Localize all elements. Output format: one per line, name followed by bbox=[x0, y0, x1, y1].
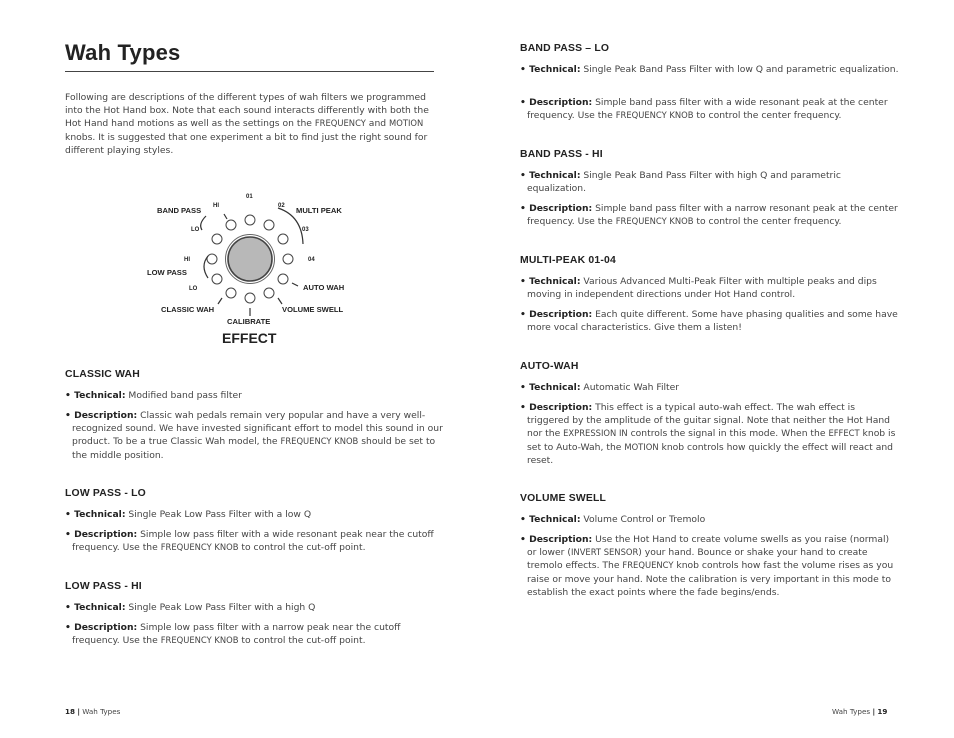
position-circle bbox=[283, 254, 293, 264]
classic-wah-description: • Description: Classic wah pedals remain very popular and have a very well-recognized sound. We have invested significant effort to model this sound in our product. To be a true Classic Wah model, the FREQUENCY KNOB should be set to the middle position. bbox=[65, 410, 443, 461]
dial-label-hi-top: HI bbox=[213, 203, 219, 209]
position-circle bbox=[226, 220, 236, 230]
dial-label-low-pass: LOW PASS bbox=[147, 268, 187, 277]
auto-wah-description: • Description: This effect is a typical auto-wah effect. The wah effect is triggered by the amplitude of the guitar signal. Note that neither the Hot Hand nor the EXPRESSION IN controls the signal in this mode. When the EFFECT knob is set to Auto-Wah, the MOTION knob controls how quickly the effect will react and reset. bbox=[520, 402, 896, 466]
dial-label-multi-peak: MULTI PEAK bbox=[296, 206, 342, 215]
low-pass-lo-description: • Description: Simple low pass filter with a wide resonant peak near the cutoff frequency. Use the FREQUENCY KNOB to control the cut-off point. bbox=[65, 529, 434, 554]
section-title-classic-wah: CLASSIC WAH bbox=[65, 369, 140, 380]
section-title-band-pass-lo: BAND PASS – LO bbox=[520, 43, 610, 54]
section-title-multi-peak: MULTI-PEAK 01-04 bbox=[520, 255, 616, 266]
position-circle bbox=[278, 274, 288, 284]
position-circle bbox=[226, 288, 236, 298]
dial-label-01: 01 bbox=[246, 194, 253, 200]
multi-peak-description: • Description: Each quite different. Some have phasing qualities and some have more vocal characteristics. Give them a listen! bbox=[520, 309, 898, 334]
effect-label: EFFECT bbox=[222, 330, 277, 346]
section-title-volume-swell: VOLUME SWELL bbox=[520, 493, 607, 504]
auto-wah-technical: • Technical: Automatic Wah Filter bbox=[520, 382, 680, 393]
section-title-band-pass-hi: BAND PASS - HI bbox=[520, 149, 603, 160]
page-number-right: 19 bbox=[877, 707, 888, 716]
auto-wah-tick bbox=[292, 283, 298, 286]
position-circle bbox=[212, 274, 222, 284]
footer-right: Wah Types | 19 bbox=[832, 707, 888, 716]
multi-peak-technical: • Technical: Various Advanced Multi-Peak Filter with multiple peaks and dips moving in independent directions under Hot Hand control. bbox=[520, 276, 877, 301]
position-circle bbox=[207, 254, 217, 264]
band-pass-bracket bbox=[201, 216, 206, 230]
volume-swell-technical: • Technical: Volume Control or Tremolo bbox=[520, 514, 706, 525]
dial-label-auto-wah: AUTO WAH bbox=[303, 283, 345, 292]
position-circle bbox=[278, 234, 288, 244]
intro-paragraph: Following are descriptions of the different types of wah filters we programmed into the Hot Hand box. Note that each sound interacts differently with both the Hot Hand hand motions as well as the settings on the FREQUENCY and MOTION knobs. It is suggested that one experiment a bit to find just the right sound for different playing styles. bbox=[65, 92, 429, 156]
dial-label-lo-mid: LO bbox=[189, 286, 198, 292]
band-pass-hi-description: • Description: Simple band pass filter with a narrow resonant peak at the center frequency. Use the FREQUENCY KNOB to control the center frequency. bbox=[520, 203, 898, 228]
band-pass-tick bbox=[224, 214, 227, 219]
section-title-low-pass-lo: LOW PASS - LO bbox=[65, 488, 146, 499]
position-circle bbox=[245, 215, 255, 225]
page-number-left: 18 bbox=[65, 707, 76, 716]
page-title: Wah Types bbox=[65, 40, 181, 65]
low-pass-lo-technical: • Technical: Single Peak Low Pass Filter with a low Q bbox=[65, 509, 312, 520]
volume-swell-description: • Description: Use the Hot Hand to create volume swells as you raise (normal) or lower (INVERT SENSOR) your hand. Bounce or shake your hand to create tremolo effects. The FREQUENCY knob controls how fast the volume rises as you raise or move your hand. Note the calibration is very important in this mode to establish the exact points where the fade begins/ends. bbox=[520, 534, 894, 598]
volume-swell-tick bbox=[278, 298, 282, 304]
low-pass-hi-description: • Description: Simple low pass filter with a narrow peak near the cutoff frequency. Use the FREQUENCY KNOB to control the cut-off point. bbox=[65, 622, 401, 647]
dial-label-hi-mid: HI bbox=[184, 257, 190, 263]
low-pass-hi-technical: • Technical: Single Peak Low Pass Filter with a high Q bbox=[65, 602, 316, 613]
dial-label-band-pass: BAND PASS bbox=[157, 206, 202, 215]
dial-label-classic-wah: CLASSIC WAH bbox=[161, 305, 215, 314]
dial-label-02: 02 bbox=[278, 203, 285, 209]
section-title-auto-wah: AUTO-WAH bbox=[520, 361, 579, 372]
dial-label-calibrate: CALIBRATE bbox=[227, 317, 271, 326]
band-pass-lo-technical: • Technical: Single Peak Band Pass Filter with low Q and parametric equalization. bbox=[520, 64, 899, 75]
position-circle bbox=[212, 234, 222, 244]
dial-label-volume-swell: VOLUME SWELL bbox=[282, 305, 344, 314]
position-circle bbox=[245, 293, 255, 303]
position-circle bbox=[264, 288, 274, 298]
dial-label-04: 04 bbox=[308, 257, 315, 263]
section-title-low-pass-hi: LOW PASS - HI bbox=[65, 581, 142, 592]
effect-knob-diagram bbox=[140, 186, 365, 346]
effect-knob bbox=[228, 237, 272, 281]
classic-wah-tick bbox=[218, 298, 222, 304]
band-pass-lo-description: • Description: Simple band pass filter with a wide resonant peak at the center frequency. Use the FREQUENCY KNOB to control the center frequency. bbox=[520, 97, 888, 122]
title-rule bbox=[65, 71, 434, 72]
footer-left: 18 | Wah Types bbox=[65, 707, 121, 716]
classic-wah-technical: • Technical: Modified band pass filter bbox=[65, 390, 242, 401]
dial-label-03: 03 bbox=[302, 227, 309, 233]
dial-label-lo-top: LO bbox=[191, 227, 200, 233]
position-circle bbox=[264, 220, 274, 230]
band-pass-hi-technical: • Technical: Single Peak Band Pass Filter with high Q and parametric equalization. bbox=[520, 170, 841, 195]
